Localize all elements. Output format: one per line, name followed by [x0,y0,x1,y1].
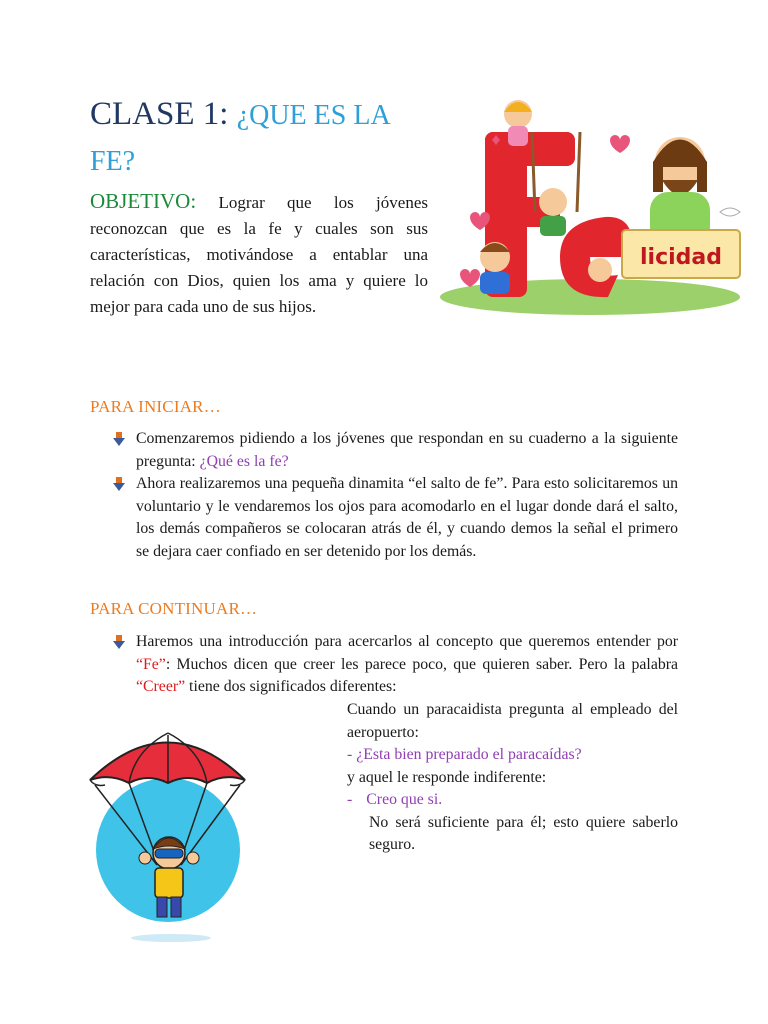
story-line-3: No será suficiente para él; esto quiere saberlo seguro. [369,813,678,853]
arrow-down-bullet-icon [113,635,125,649]
bullet-question: ¿Qué es la fe? [199,452,289,470]
fe-felicidad-illustration [440,92,745,317]
iniciar-list [113,428,678,563]
list-item [113,473,678,563]
section-heading-continuar: PARA CONTINUAR… [90,599,258,618]
objective-label: OBJETIVO: [90,189,197,213]
title-part1: CLASE 1: [90,96,229,132]
section-heading-iniciar: PARA INICIAR… [90,397,221,416]
story-line-2: y aquel le responde indiferente: [347,768,547,786]
objective-paragraph [90,188,428,320]
arrow-down-bullet-icon [113,432,125,446]
list-item [113,428,678,473]
story-question: - ¿Esta bien preparado el paracaídas? [347,746,582,763]
paracaidista-story [347,699,678,857]
page-title [90,92,430,184]
story-dash: - [347,791,353,808]
continuar-text-b: : Muchos dicen que creer les parece poco, que quieren saber. Pero la palabra [165,655,678,673]
objective-text: Lograr que los jóvenes reconozcan que es la fe y cuales son sus características, motivándose a entablar una relación con Dios, quien los ama y quiere lo mejor para cada uno de sus hijos. [90,193,428,316]
story-line-1: Cuando un paracaidista pregunta al empleado del aeropuerto: [347,701,678,741]
bullet-text-1: Comenzaremos pidiendo a los jóvenes que respondan en su cuaderno a la siguiente pregunta: [136,430,678,470]
story-answer-line [347,789,678,812]
title-part2: ¿QUE ES LA FE? [90,100,390,177]
sign-text: licidad [639,245,723,270]
bullet-text-2: Ahora realizaremos una pequeña dinamita “el salto de fe”. Para esto solicitaremos un voluntario y le vendaremos los ojos para acomodarlo en el lugar donde dará el salto, los demás compañeros se colocaran atrás de él, y cuando demos la señal el primero se dejara caer confiado en ser detenido por los demás. [136,475,678,560]
continuar-text-a: Haremos una introducción para acercarlos al concepto que queremos entender por [136,633,678,650]
list-item [113,631,678,699]
fe-word: “Fe” [136,655,166,673]
parachutist-illustration [85,725,250,950]
story-answer: Creo que si. [366,791,443,808]
continuar-text-c: tiene dos significados diferentes: [185,678,397,695]
continuar-list [113,631,678,699]
creer-word: “Creer” [136,678,186,695]
arrow-down-bullet-icon [113,477,125,491]
